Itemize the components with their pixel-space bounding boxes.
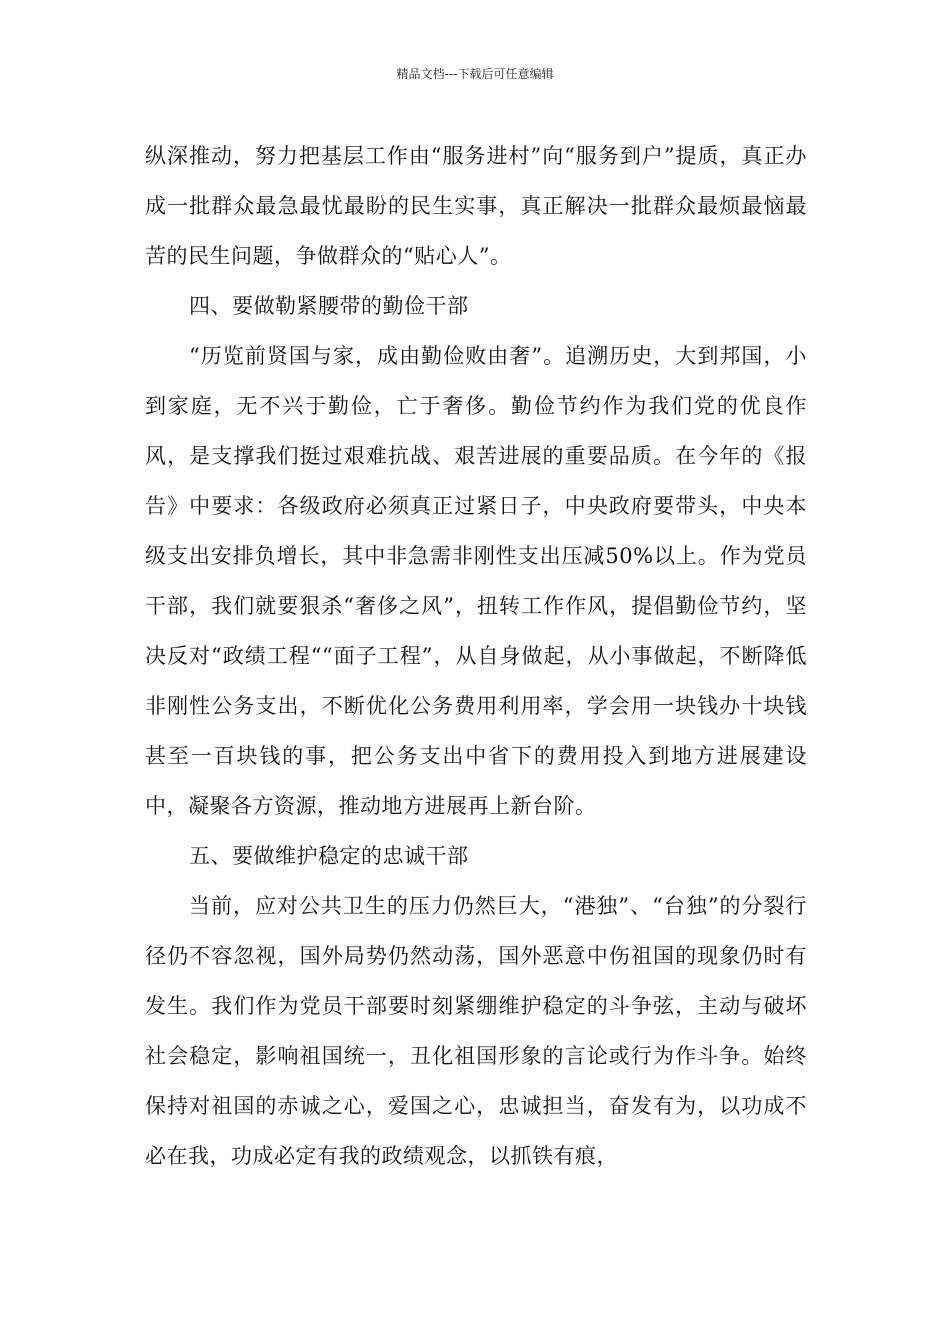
page-header: 精品文档---下载后可任意编辑 (396, 67, 554, 81)
paragraph-frugality: “历览前贤国与家，成由勤俭败由奢”。追溯历史，大到邦国，小到家庭，无不兴于勤俭，亡于奢侈。勤俭节约作为我们党的优良作风，是支撑我们挺过艰难抗战、艰苦进展的重要品质。在今年的《报告》中要求：各级政府必须真正过紧日子，中央政府要带头，中央本级支出安排负增长，其中非急需非刚性支出压减50%以上。作为党员干部，我们就要狠杀“奢侈之风”，扭转工作作风，提倡勤俭节约，坚决反对“政绩工程““面子工程”，从自身做起，从小事做起，不断降低非刚性公务支出，不断优化公务费用利用率，学会用一块钱办十块钱甚至一百块钱的事，把公务支出中省下的费用投入到地方进展建设中，凝聚各方资源，推动地方进展再上新台阶。 (145, 344, 807, 818)
section-heading-5: 五、要做维护稳定的忠诚干部 (189, 844, 469, 868)
document-body (145, 131, 807, 1181)
paragraph-continued: 纵深推动，努力把基层工作由“服务进村”向“服务到户”提质，真正办成一批群众最急最忧最盼的民生实事，真正解决一批群众最烦最恼最苦的民生问题，争做群众的“贴心人”。 (145, 144, 807, 268)
paragraph-stability: 当前，应对公共卫生的压力仍然巨大，“港独”、“台独”的分裂行径仍不容忽视，国外局势仍然动荡，国外恶意中伤祖国的现象仍时有发生。我们作为党员干部要时刻紧绷维护稳定的斗争弦，主动与破坏社会稳定，影响祖国统一，丑化祖国形象的言论或行为作斗争。始终保持对祖国的赤诚之心，爱国之心，忠诚担当，奋发有为，以功成不必在我，功成必定有我的政绩观念，以抓铁有痕， (145, 894, 807, 1168)
section-heading-4: 四、要做勒紧腰带的勤俭干部 (189, 294, 469, 318)
